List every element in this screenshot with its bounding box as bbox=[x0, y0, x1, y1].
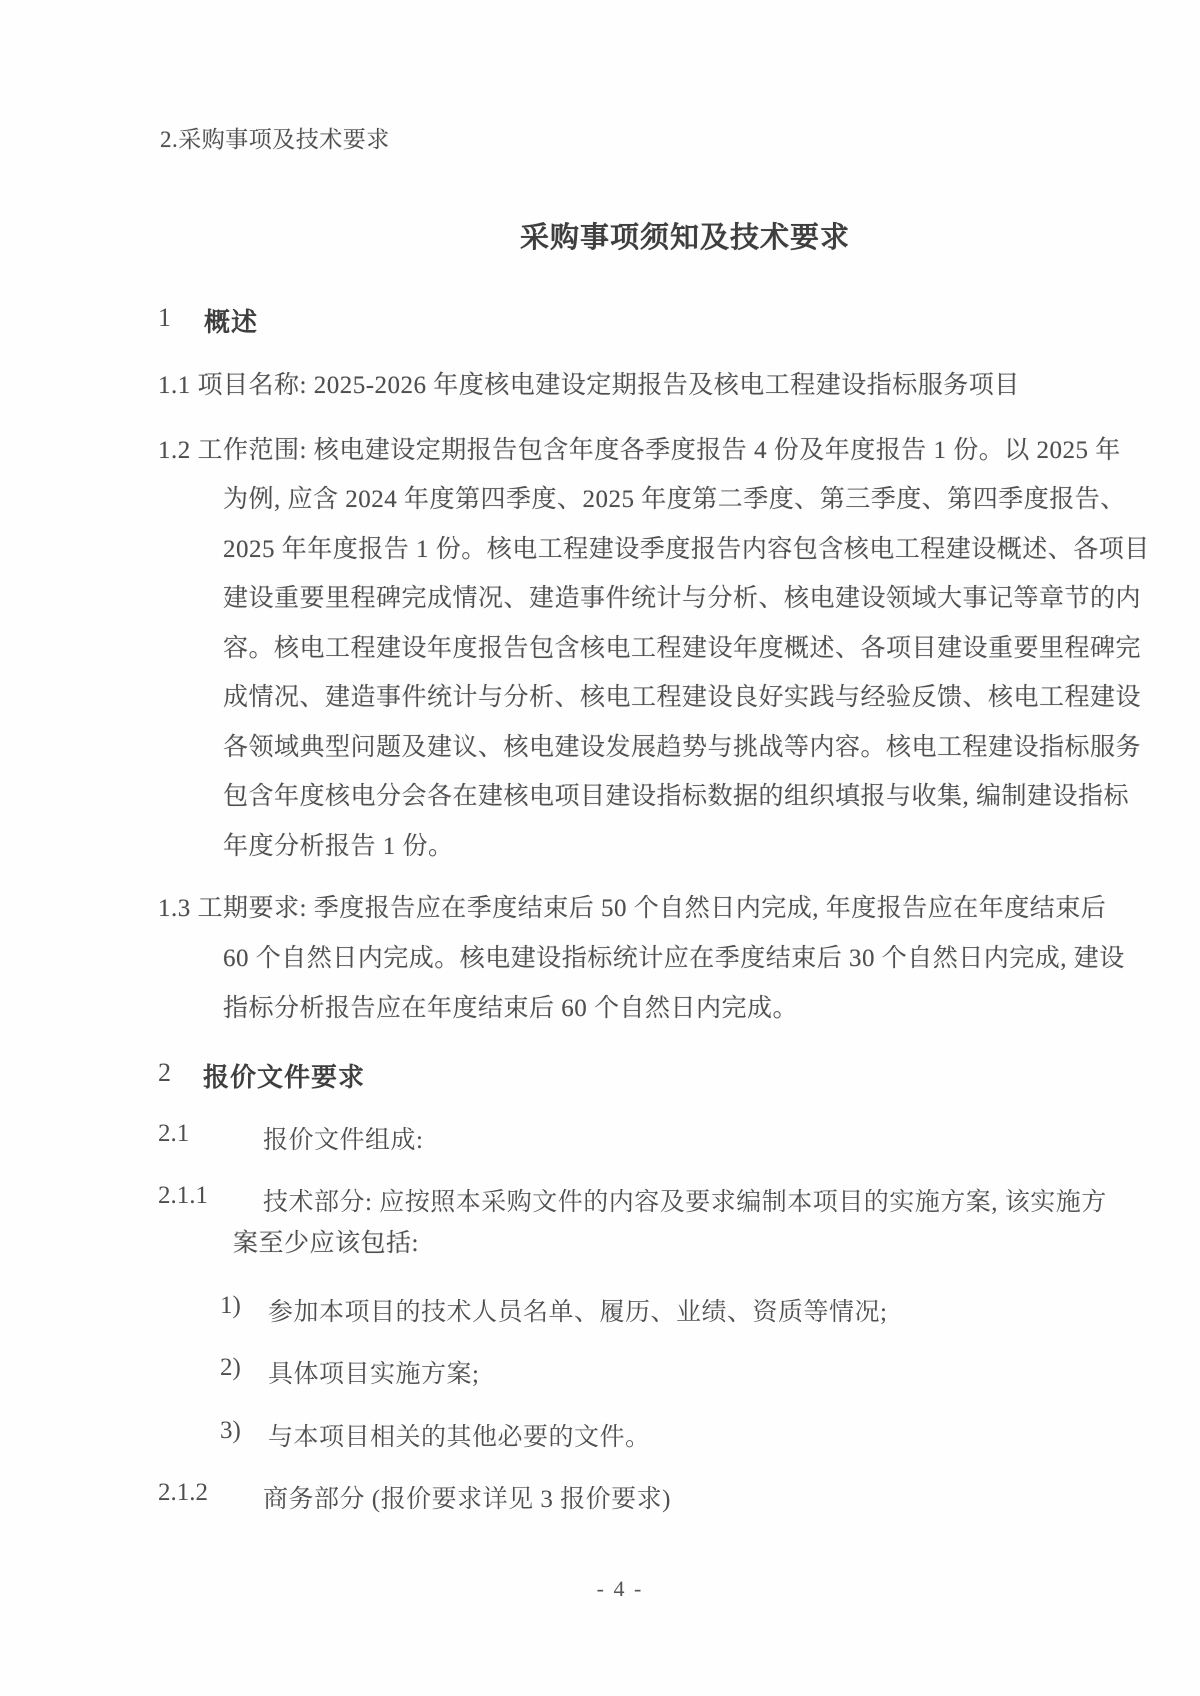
item-2-1-1-number: 2.1.1 bbox=[158, 1182, 208, 1209]
paragraph-1-2-line-7: 各领域典型问题及建议、核电建设发展趋势与挑战等内容。核电工程建设指标服务 bbox=[223, 734, 1142, 761]
paragraph-1-2-line-3: 2025 年年度报告 1 份。核电工程建设季度报告内容包含核电工程建设概述、各项目 bbox=[223, 536, 1150, 563]
paragraph-1-2-line-2: 为例, 应含 2024 年度第四季度、2025 年度第二季度、第三季度、第四季度报告、 bbox=[223, 486, 1126, 513]
list-item-2-number: 2) bbox=[220, 1354, 241, 1381]
paragraph-1-2-line-5: 容。核电工程建设年度报告包含核电工程建设年度概述、各项目建设重要里程碑完 bbox=[223, 635, 1142, 662]
item-2-1-1-text: 技术部分: 应按照本采购文件的内容及要求编制本项目的实施方案, 该实施方 bbox=[263, 1189, 1107, 1216]
paragraph-1-2-line-1: 1.2 工作范围: 核电建设定期报告包含年度各季度报告 4 份及年度报告 1 份。以 2025 年 bbox=[158, 437, 1121, 464]
section-2-number: 2 bbox=[158, 1058, 171, 1087]
item-2-1-number: 2.1 bbox=[158, 1120, 190, 1147]
list-item-1-number: 1) bbox=[220, 1292, 241, 1319]
item-2-1-text: 报价文件组成: bbox=[263, 1127, 424, 1154]
paragraph-1-3-line-2: 60 个自然日内完成。核电建设指标统计应在季度结束后 30 个自然日内完成, 建设 bbox=[223, 945, 1125, 972]
doc-title: 采购事项须知及技术要求 bbox=[519, 222, 850, 254]
section-2-heading: 报价文件要求 bbox=[203, 1063, 366, 1092]
list-item-3-text: 与本项目相关的其他必要的文件。 bbox=[268, 1424, 651, 1451]
item-2-1-2-number: 2.1.2 bbox=[158, 1479, 208, 1506]
list-item-1-text: 参加本项目的技术人员名单、履历、业绩、资质等情况; bbox=[268, 1299, 888, 1326]
paragraph-1-3-line-3: 指标分析报告应在年度结束后 60 个自然日内完成。 bbox=[223, 995, 799, 1022]
doc-header: 2.采购事项及技术要求 bbox=[160, 127, 390, 152]
paragraph-1-2-line-9: 年度分析报告 1 份。 bbox=[223, 833, 454, 860]
item-2-1-1-continuation: 案至少应该包括: bbox=[233, 1230, 419, 1257]
section-1-number: 1 bbox=[158, 303, 171, 332]
paragraph-1-2-line-8: 包含年度核电分会各在建核电项目建设指标数据的组织填报与收集, 编制建设指标 bbox=[223, 783, 1130, 810]
paragraph-1-2-line-6: 成情况、建造事件统计与分析、核电工程建设良好实践与经验反馈、核电工程建设 bbox=[223, 684, 1142, 711]
page-number: - 4 - bbox=[596, 1576, 644, 1601]
list-item-3-number: 3) bbox=[220, 1417, 241, 1444]
paragraph-1-2-line-4: 建设重要里程碑完成情况、建造事件统计与分析、核电建设领域大事记等章节的内 bbox=[223, 585, 1142, 612]
paragraph-1-3-line-1: 1.3 工期要求: 季度报告应在季度结束后 50 个自然日内完成, 年度报告应在年度结束后 bbox=[158, 895, 1107, 922]
section-1-heading: 概述 bbox=[204, 308, 259, 337]
list-item-2-text: 具体项目实施方案; bbox=[268, 1361, 480, 1388]
item-2-1-2-text: 商务部分 (报价要求详见 3 报价要求) bbox=[263, 1486, 671, 1513]
paragraph-1-1: 1.1 项目名称: 2025-2026 年度核电建设定期报告及核电工程建设指标服务项目 bbox=[158, 372, 1020, 399]
